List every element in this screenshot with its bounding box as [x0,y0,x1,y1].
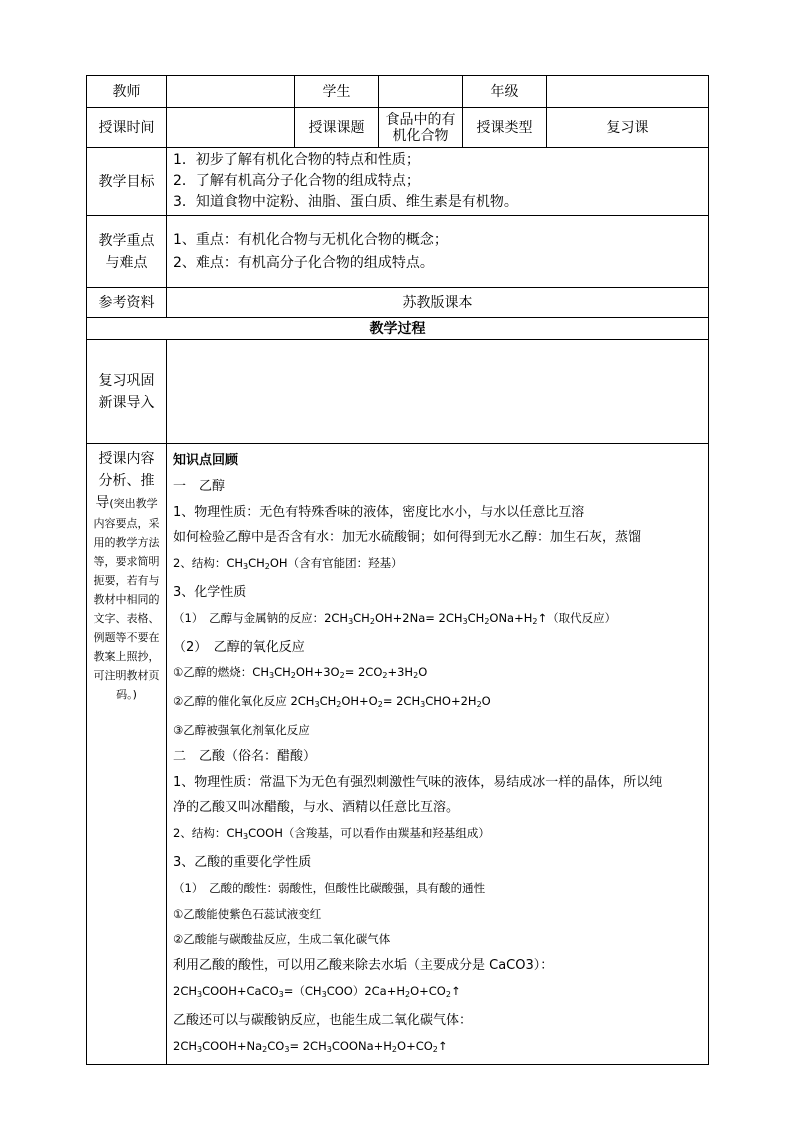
content-line: ①乙醇的燃烧：$CH_3CH_2OH+3O_2= 2CO_2+3H_2O$ [173,665,428,681]
reference-label: 参考资料 [87,288,167,318]
content-line: $2CH_3COOH+CaCO_3=(CH_3COO)2Ca+H_2O+CO_2↑$ [173,983,461,999]
objectives-label: 教学目标 [87,148,167,216]
key-points-content [167,216,709,288]
topic-label: 授课课题 [295,108,379,148]
review-label: 复习巩固新课导入 [87,340,167,444]
header-row-2 [87,108,709,148]
objectives-content [167,148,709,216]
content-line: （1） 乙酸的酸性：弱酸性，但酸性比碳酸强，具有酸的通性 [173,880,486,895]
content-line: 利用乙酸的酸性，可以用乙酸来除去水垢（主要成分是 CaCO3）： [173,958,554,974]
lesson-plan-table [86,75,709,1065]
content-line: 1、物理性质：无色有特殊香味的液体，密度比水小，与水以任意比互溶 [173,504,585,520]
content-line: $2CH_3COOH+Na_2CO_3=$ $2CH_3COONa+H_2O+CO_2↑$ [173,1038,448,1054]
content-line: 二 乙酸（俗名：醋酸） [173,748,317,764]
topic-value: 食品中的有机化合物 [379,108,463,148]
analysis-label-main: 授课内容分析、推导 [95,451,155,511]
reference-value: 苏教版课本 [167,288,709,318]
content-line: 2、结构：$CH_3CH_2OH$（含有官能团：羟基） [173,556,403,572]
content-line: （1） 乙醇与金属钠的反应：$2CH_3CH_2OH+2Na=$ $2CH_3CH_2ONa+H_2↑$（取代反应） [173,610,617,626]
process-title-row [87,318,709,340]
objective-item: 3．知道食物中淀粉、油脂、蛋白质、维生素是有机物。 [173,194,518,210]
type-label: 授课类型 [463,108,547,148]
teacher-value [167,76,295,108]
content-line: ①乙酸能使紫色石蕊试液变红 [173,906,322,921]
content-line: 乙酸还可以与碳酸钠反应，也能生成二氧化碳气体： [173,1012,473,1028]
analysis-content [167,444,709,1065]
content-line: （2） 乙醇的氧化反应 [173,639,305,655]
analysis-label-note: (突出教学内容要点，采用的教学方法等，要求简明扼要，若有与教材中相同的文字、表格、例题等不要在教案上照抄，可注明教材页码。) [93,497,160,701]
analysis-label-cell [87,444,167,1065]
student-value [379,76,463,108]
key-point-item: 2、难点：有机高分子化合物的组成特点。 [173,254,434,271]
reference-row [87,288,709,318]
content-line: 3、乙酸的重要化学性质 [173,854,312,870]
process-title: 教学过程 [87,318,709,340]
content-line: 净的乙酸又叫冰醋酸，与水、酒精以任意比互溶。 [173,800,460,816]
content-line: 如何检验乙醇中是否含有水：加无水硫酸铜；如何得到无水乙醇：加生石灰，蒸馏 [173,530,642,546]
content-line: 2、结构：$CH_3COOH$（含羧基，可以看作由羰基和羟基组成） [173,826,490,842]
header-row-1 [87,76,709,108]
teacher-label: 教师 [87,76,167,108]
section-heading: 知识点回顾 [173,453,239,468]
content-line: ②乙酸能与碳酸盐反应，生成二氧化碳气体 [173,932,391,947]
grade-label: 年级 [463,76,547,108]
objective-item: 1．初步了解有机化合物的特点和性质； [173,152,420,168]
review-row [87,340,709,444]
content-line: 3、化学性质 [173,584,247,600]
content-line: 一 乙醇 [173,478,226,494]
review-content [167,340,709,444]
time-label: 授课时间 [87,108,167,148]
key-point-item: 1、重点：有机化合物与无机化合物的概念； [173,231,448,248]
type-value: 复习课 [547,108,709,148]
content-line: ③乙醇被强氧化剂氧化反应 [173,722,310,737]
grade-value [547,76,709,108]
content-line: 1、物理性质：常温下为无色有强烈刺激性气味的液体，易结成冰一样的晶体，所以纯 [173,774,663,790]
content-line: ②乙醇的催化氧化反应 $2CH_3CH_2OH+O_2= 2CH_3CHO+2H_2O$ [173,694,491,710]
key-points-label: 教学重点与难点 [87,216,167,288]
key-points-row [87,216,709,288]
time-value [167,108,295,148]
student-label: 学生 [295,76,379,108]
objectives-row [87,148,709,216]
analysis-row [87,444,709,1065]
objective-item: 2．了解有机高分子化合物的组成特点； [173,173,420,189]
